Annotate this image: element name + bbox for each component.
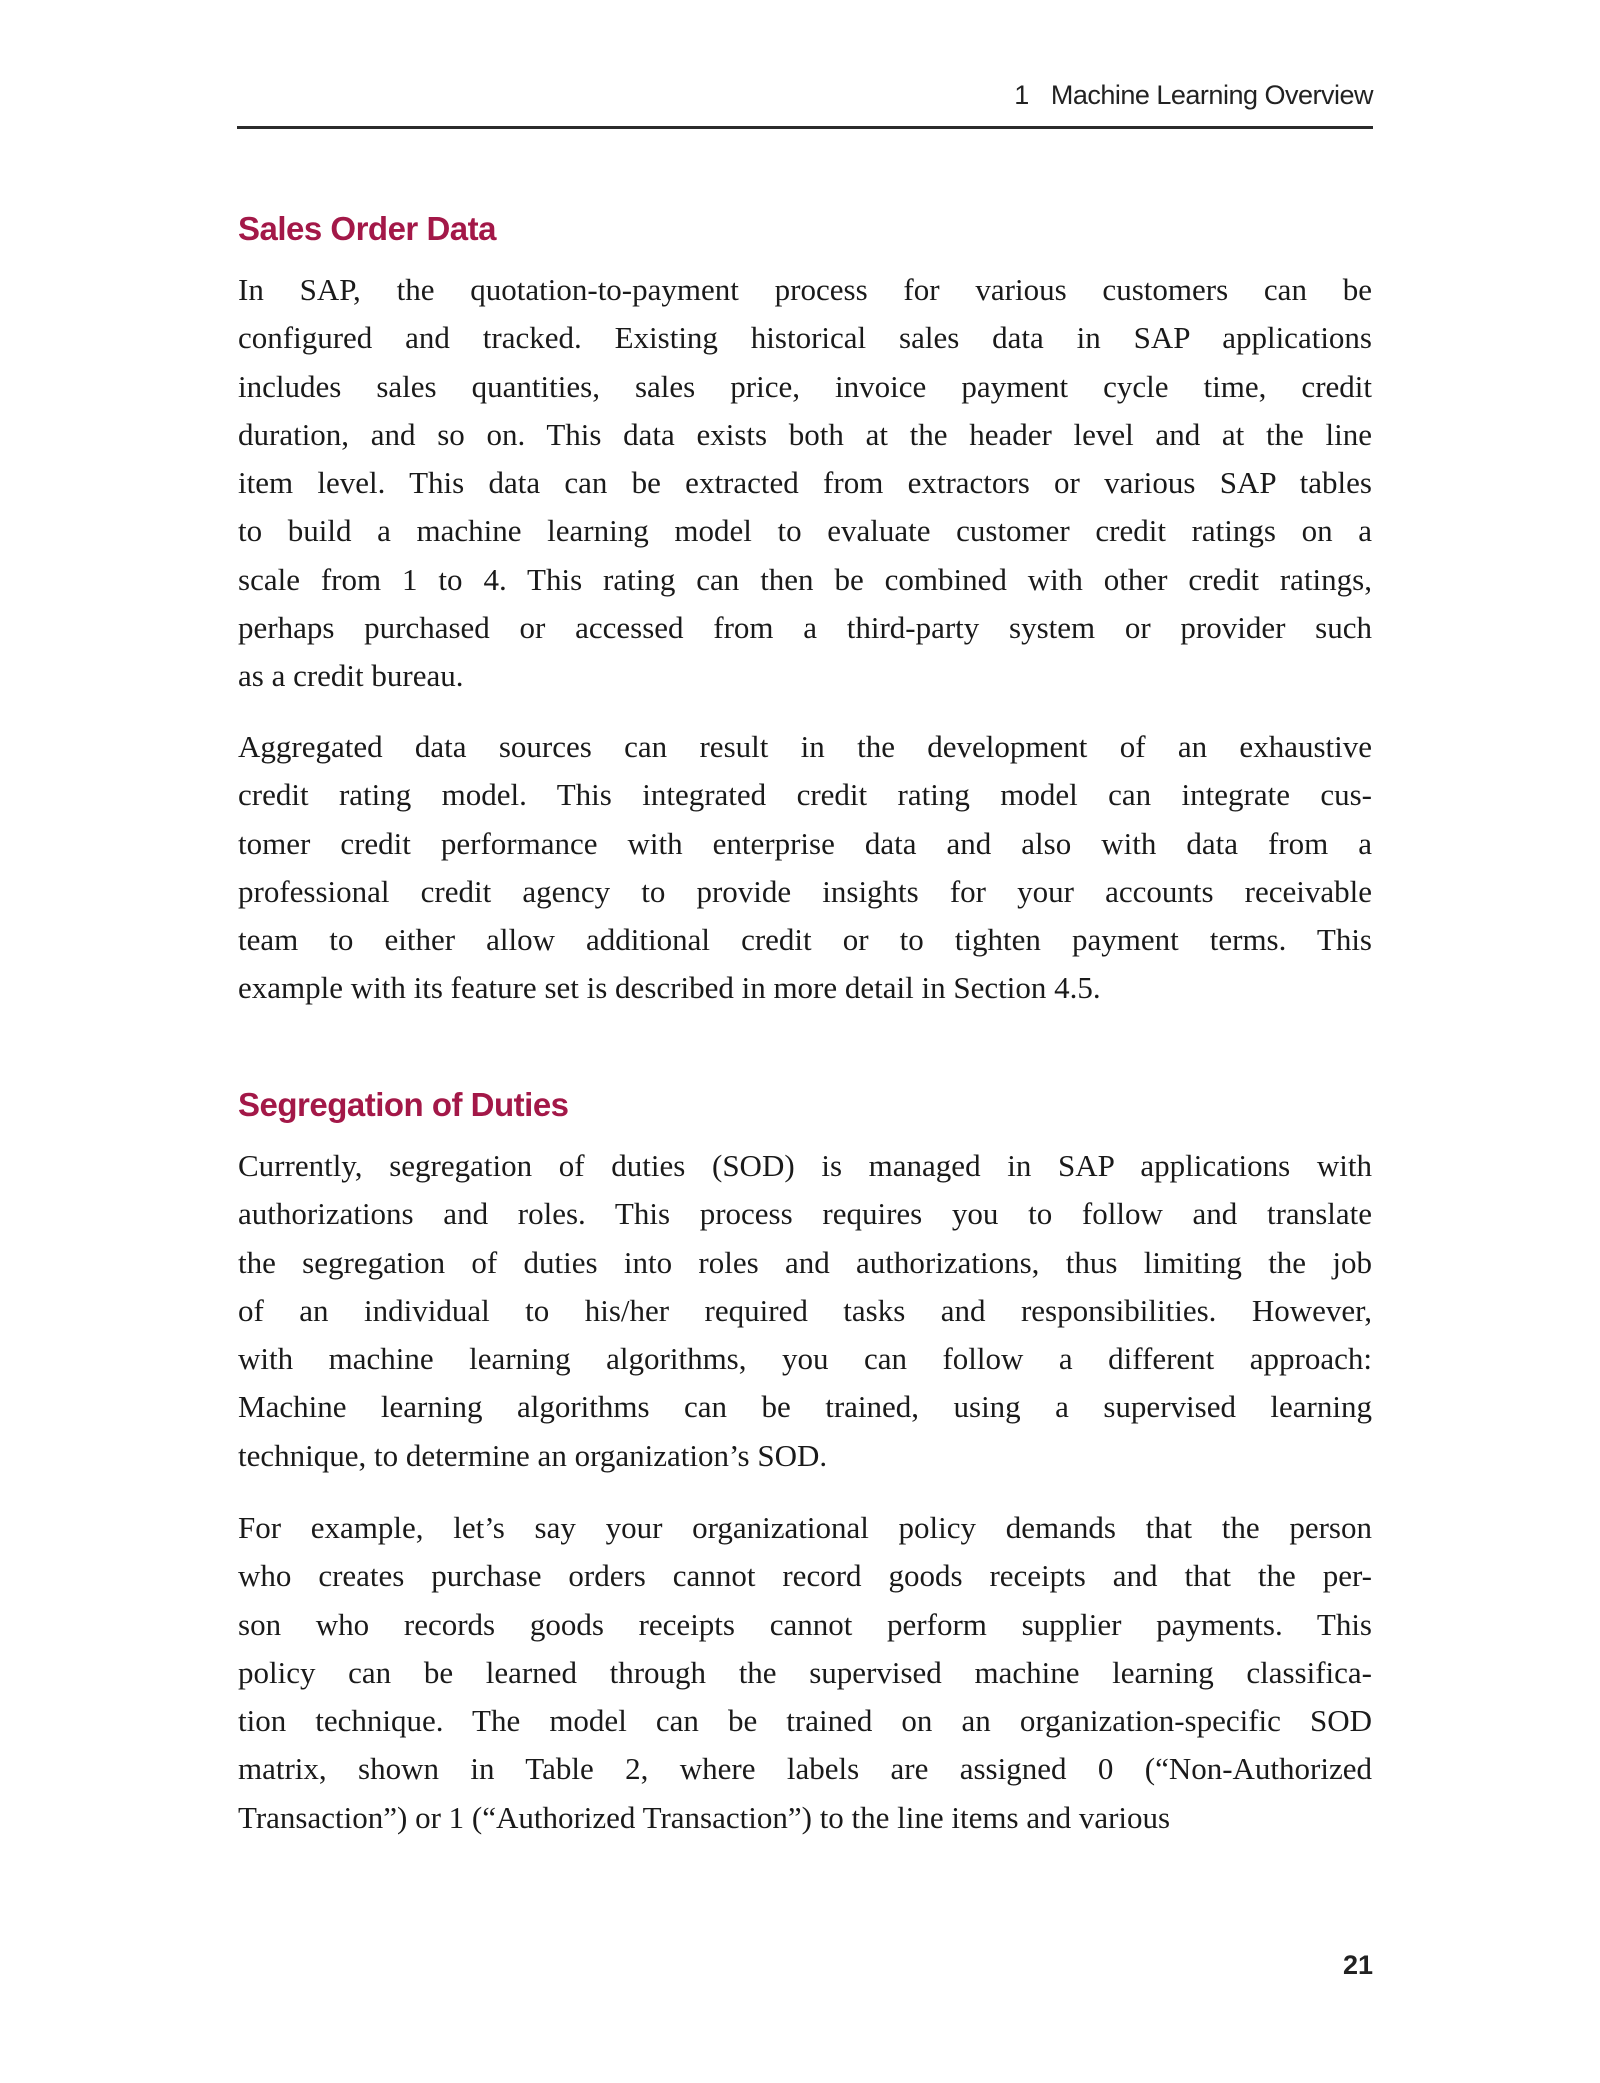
text-line: perhaps purchased or accessed from a third-party system or provider such (238, 610, 1372, 646)
chapter-number: 1 (1014, 80, 1029, 110)
text-line: of an individual to his/her required tasks and responsibilities. However, (238, 1292, 1372, 1328)
text-line: the segregation of duties into roles and authorizations, thus limiting the job (238, 1244, 1372, 1280)
paragraph (238, 266, 1372, 701)
text-line: Transaction”) or 1 (“Authorized Transaction”) to the line items and various (238, 1799, 1171, 1835)
text-line: to build a machine learning model to evaluate customer credit ratings on a (238, 513, 1372, 549)
header-rule (237, 126, 1373, 129)
section-heading-segregation-of-duties: Segregation of Duties (238, 1086, 569, 1123)
text-line: authorizations and roles. This process requires you to follow and translate (238, 1196, 1372, 1232)
text-line: who creates purchase orders cannot record goods receipts and that the per- (238, 1558, 1372, 1594)
text-line: as a credit bureau. (238, 658, 464, 694)
section-heading-sales-order-data: Sales Order Data (238, 210, 496, 247)
text-line: with machine learning algorithms, you can follow a different approach: (238, 1341, 1372, 1377)
text-line: item level. This data can be extracted from extractors or various SAP tables (238, 465, 1372, 501)
text-line: configured and tracked. Existing historical sales data in SAP applications (238, 320, 1372, 356)
text-line: policy can be learned through the supervised machine learning classifica- (238, 1654, 1372, 1690)
text-line: team to either allow additional credit or to tighten payment terms. This (238, 922, 1372, 958)
chapter-title: Machine Learning Overview (1050, 80, 1373, 110)
text-line: son who records goods receipts cannot perform supplier payments. This (238, 1606, 1372, 1642)
text-line: includes sales quantities, sales price, invoice payment cycle time, credit (238, 368, 1372, 404)
text-line: example with its feature set is described in more detail in Section 4.5. (238, 970, 1101, 1006)
text-line: tomer credit performance with enterprise data and also with data from a (238, 825, 1372, 861)
text-line: professional credit agency to provide insights for your accounts receivable (238, 873, 1372, 909)
text-line: duration, and so on. This data exists both at the header level and at the line (238, 416, 1372, 452)
text-line: Aggregated data sources can result in the development of an exhaustive (238, 729, 1372, 764)
text-line: credit rating model. This integrated credit rating model can integrate cus- (238, 777, 1372, 813)
text-line: Machine learning algorithms can be trained, using a supervised learning (238, 1389, 1372, 1425)
text-line: scale from 1 to 4. This rating can then be combined with other credit ratings, (238, 561, 1372, 597)
text-line: tion technique. The model can be trained on an organization-specific SOD (238, 1703, 1372, 1739)
text-line: Currently, segregation of duties (SOD) is managed in SAP applications with (238, 1148, 1372, 1183)
text-line: matrix, shown in Table 2, where labels are assigned 0 (“Non-Authorized (238, 1751, 1372, 1787)
text-line: For example, let’s say your organizational policy demands that the person (238, 1510, 1372, 1545)
text-line: In SAP, the quotation-to-payment process for various customers can be (238, 272, 1372, 307)
text-line: technique, to determine an organization’s SOD. (238, 1437, 828, 1473)
page-number: 21 (1342, 1950, 1373, 1980)
paragraph (238, 723, 1372, 1013)
paragraph (238, 1504, 1372, 1842)
paragraph (238, 1142, 1372, 1480)
running-header (1014, 80, 1373, 111)
